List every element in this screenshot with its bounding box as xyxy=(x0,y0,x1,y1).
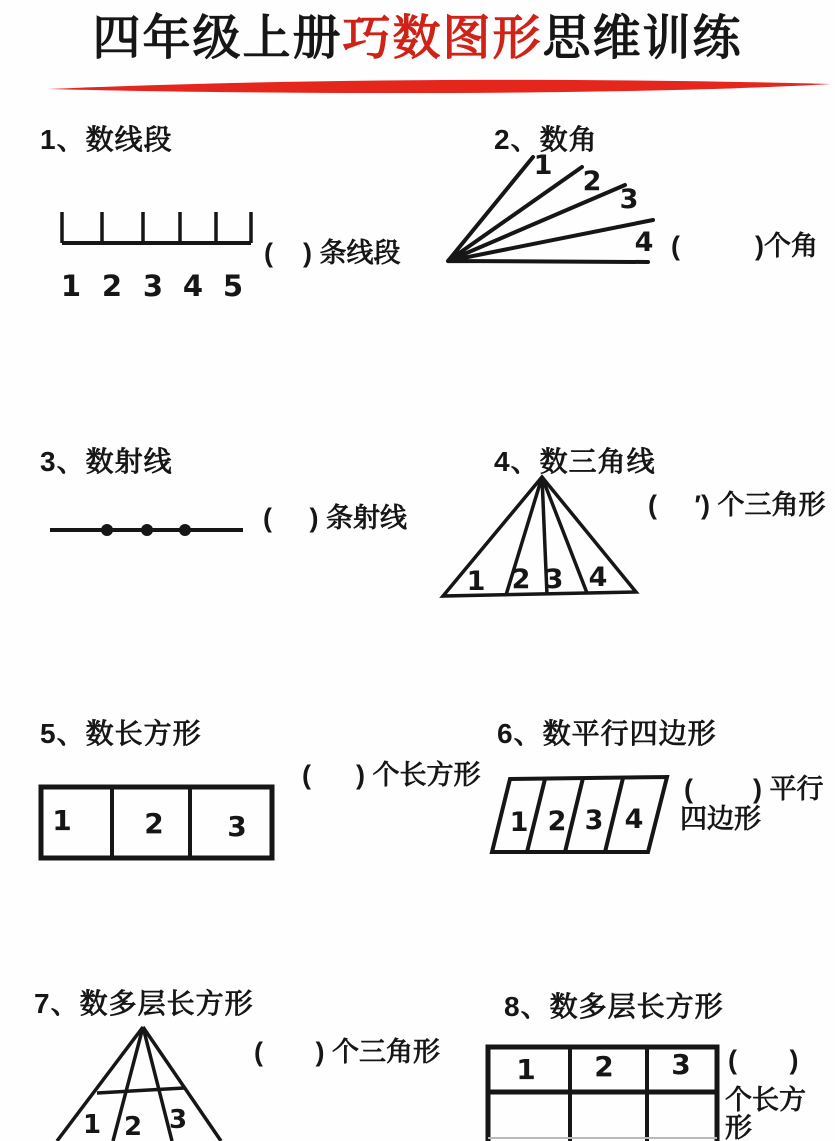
layered-region-1: 1 xyxy=(82,1110,102,1140)
section-8-title: 8、数多层长方形 xyxy=(504,991,724,1022)
figure-ray-with-points-svg xyxy=(45,512,255,552)
section-7-answer: ( ) 个三角形 xyxy=(254,1037,440,1067)
angle-number-1: 1 xyxy=(533,150,553,181)
section-6-answer-line1: ( ) 平行 xyxy=(684,774,824,804)
segment-number-5: 5 xyxy=(222,269,244,303)
section-1-answer: ( ) 条线段 xyxy=(264,238,401,268)
section-7-title: 7、数多层长方形 xyxy=(34,988,254,1019)
red-divider-shape xyxy=(48,80,831,93)
grid-cell-2: 2 xyxy=(594,1050,614,1083)
angle-number-2: 2 xyxy=(582,166,602,197)
segment-number-2: 2 xyxy=(101,269,123,303)
figure-angle-fan-svg xyxy=(435,148,665,273)
parallelogram-dividers xyxy=(527,778,623,852)
section-4-title: 4、数三角线 xyxy=(494,446,656,477)
section-8-answer-line1: ( ) xyxy=(728,1045,799,1075)
section-2-title: 2、数角 xyxy=(494,124,598,155)
figure-layered-triangle-svg xyxy=(50,1020,230,1141)
para-cell-2: 2 xyxy=(547,806,567,837)
para-cell-4: 4 xyxy=(624,804,644,835)
layered-region-2: 2 xyxy=(123,1112,143,1141)
section-1-title: 1、数线段 xyxy=(40,124,173,155)
title-highlight: 巧数图形 xyxy=(342,12,543,65)
section-6-title: 6、数平行四边形 xyxy=(497,718,717,749)
section-3-title: 3、数射线 xyxy=(40,446,173,477)
ruler-ticks xyxy=(62,212,251,243)
figure-segment-ruler-svg xyxy=(38,205,268,305)
segment-number-3: 3 xyxy=(142,269,164,303)
grid-cell-3: 3 xyxy=(671,1048,691,1081)
rect-cell-1: 1 xyxy=(52,804,72,837)
angle-number-3: 3 xyxy=(619,184,639,215)
title-prefix: 四年级上册 xyxy=(92,12,343,65)
layered-triangle-inner-lines xyxy=(113,1027,172,1141)
page-title xyxy=(0,8,835,70)
rect-cell-3: 3 xyxy=(227,810,247,843)
figure-two-row-grid-svg xyxy=(484,1043,720,1141)
section-2-answer: ( )个角 xyxy=(671,231,818,261)
ray-point-1 xyxy=(101,524,113,536)
triangle-region-2: 2 xyxy=(511,564,531,595)
segment-ruler-shape xyxy=(62,212,251,243)
para-cell-3: 3 xyxy=(584,805,604,836)
section-6-answer-line2: 四边形 xyxy=(680,804,761,834)
section-5-title: 5、数长方形 xyxy=(40,718,202,749)
angle-number-4: 4 xyxy=(634,227,654,258)
section-8-answer-line2: 个长方 xyxy=(725,1085,806,1115)
para-cell-1: 1 xyxy=(509,807,529,838)
section-5-answer: ( ) 个长方形 xyxy=(302,760,481,790)
ray-point-3 xyxy=(179,524,191,536)
triangle-region-3: 3 xyxy=(544,564,564,595)
figure-parallelogram-strip-svg xyxy=(486,770,676,860)
segment-number-4: 4 xyxy=(182,269,204,303)
grid-cell-1: 1 xyxy=(516,1053,536,1086)
segment-number-1: 1 xyxy=(60,269,82,303)
rect-cell-2: 2 xyxy=(144,807,164,840)
title-suffix: 思维训练 xyxy=(542,12,743,65)
ray-point-2 xyxy=(141,524,153,536)
figure-rectangle-strip-svg xyxy=(36,782,279,864)
layered-triangle-cross-line xyxy=(97,1088,184,1093)
section-3-answer: ( ) 条射线 xyxy=(263,503,407,533)
section-4-answer: ( ′) 个三角形 xyxy=(648,490,826,520)
red-divider xyxy=(45,74,835,100)
layered-region-3: 3 xyxy=(168,1105,188,1135)
triangle-region-1: 1 xyxy=(466,566,486,597)
triangle-region-4: 4 xyxy=(588,562,608,593)
figure-triangle-fan-svg xyxy=(435,470,650,605)
section-8-answer-line3: 形 xyxy=(725,1113,752,1141)
